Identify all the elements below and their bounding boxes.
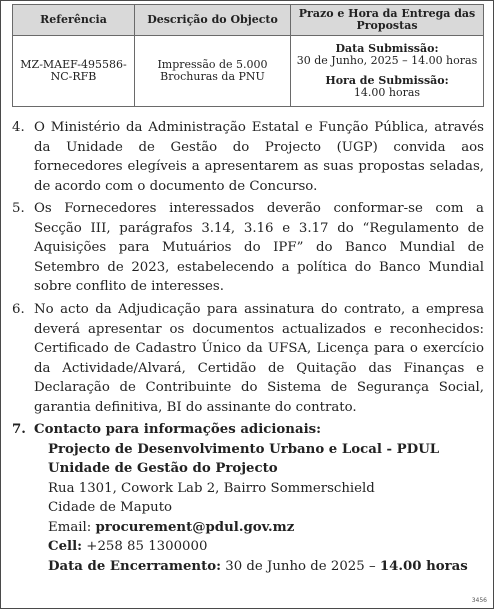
header-description: Descrição do Objecto: [135, 5, 291, 36]
deadline-cell: [291, 36, 484, 107]
item-number: 7.: [12, 422, 26, 437]
contact-org: Projecto de Desenvolvimento Urbano e Local - PDUL: [48, 441, 440, 457]
table-row: [13, 36, 484, 107]
item-number: 6.: [12, 302, 25, 317]
header-deadline: Prazo e Hora da Entrega das Propostas: [291, 5, 484, 36]
contact-section: [12, 420, 484, 576]
item-number: 5.: [12, 201, 25, 216]
list-item: [12, 300, 484, 417]
reference-cell: MZ-MAEF-495586-NC-RFB: [13, 36, 135, 107]
tender-table: [12, 4, 484, 107]
footer-code: 3456: [471, 597, 487, 604]
submission-date-value: 30 de Junho, 2025 – 14.00 horas: [296, 54, 478, 67]
contact-unit: Unidade de Gestão do Projecto: [48, 461, 278, 476]
cell-value: +258 85 1300000: [86, 539, 208, 554]
item-number: 4.: [12, 120, 25, 135]
email-label: Email:: [48, 519, 92, 535]
submission-time-value: 14.00 horas: [353, 86, 421, 99]
list-item: [12, 199, 484, 297]
table-header-row: [13, 5, 484, 36]
cell-label: Cell:: [48, 539, 83, 554]
closing-date: 30 de Junho de 2025 –: [225, 558, 376, 574]
contact-cell-row: [48, 537, 484, 557]
email-link[interactable]: procurement@pdul.gov.mz: [95, 519, 295, 535]
item-text: O Ministério da Administração Estatal e Função Pública, através da Unidade de Gestão do Projecto (UGP) convida aos fornecedores elegíveis a apresentarem as suas propostas seladas, de acordo com o documento de Concurso.: [34, 120, 484, 194]
closing-label: Data de Encerramento:: [48, 558, 222, 574]
submission-time-label: Hora de Submissão:: [325, 74, 449, 87]
contact-heading: Contacto para informações adicionais:: [34, 422, 322, 437]
description-cell: Impressão de 5.000 Brochuras da PNU: [135, 36, 291, 107]
contact-email-row: [48, 518, 484, 538]
item-text: No acto da Adjudicação para assinatura do contrato, a empresa deverá apresentar os documentos actualizados e reconhecidos: Certificado de Cadastro Único da UFSA, Licença para o exercício da Actividade/Alvará, Certidão de Quitação das Finanças e Declaração de Contribuinte do Sistema de Segurança Social, garantia definitiva, BI do assinante do contrato.: [34, 302, 484, 415]
item-text: Os Fornecedores interessados deverão conformar-se com a Secção III, parágrafos 3.14, 3.16 e 3.17 do “Regulamento de Aquisições para Mutuários do IPF” do Banco Mundial de Setembro de 2023, estabelecendo a política do Banco Mundial sobre conflito de interesses.: [34, 201, 484, 294]
header-reference: Referência: [13, 5, 135, 36]
submission-date-label: Data Submissão:: [335, 42, 439, 55]
closing-time: 14.00 horas: [379, 558, 468, 574]
contact-address: Rua 1301, Cowork Lab 2, Bairro Sommerschield: [48, 480, 375, 496]
contact-city: Cidade de Maputo: [48, 500, 173, 515]
closing-date-row: [48, 557, 484, 577]
list-item: [12, 118, 484, 196]
contact-details: [48, 440, 484, 577]
